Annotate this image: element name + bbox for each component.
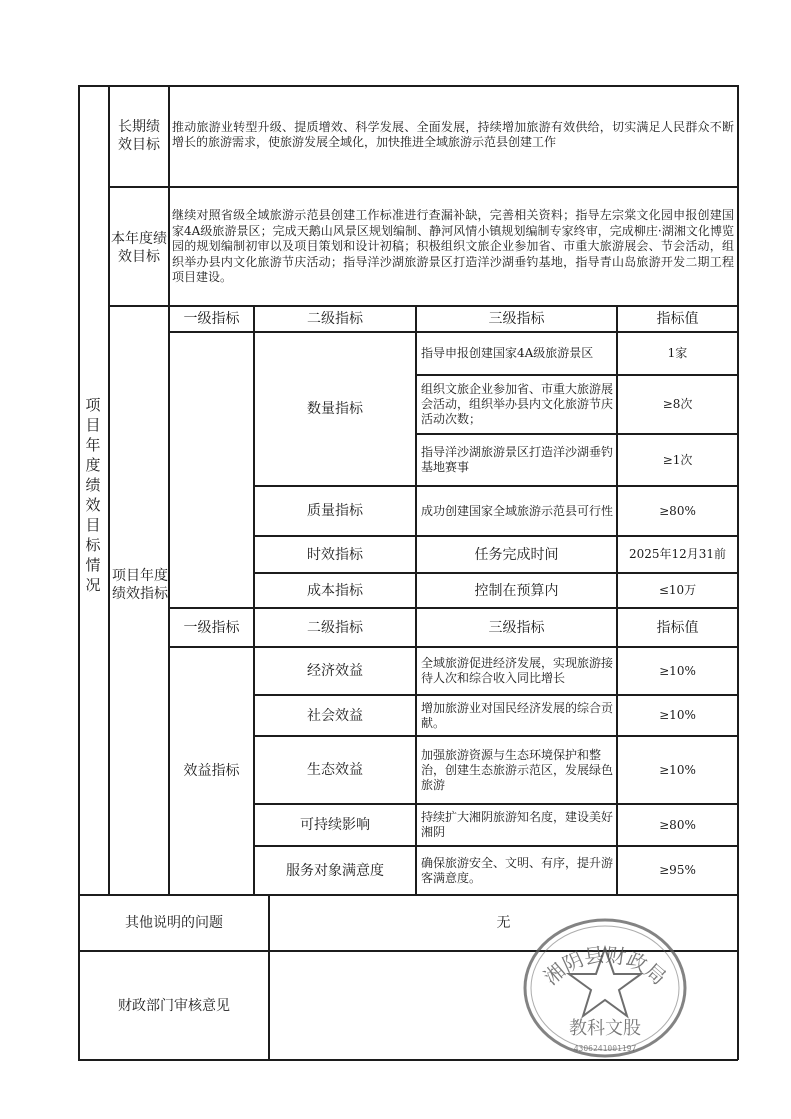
satisfaction-desc: 确保旅游安全、文明、有序，提升游客满意度。 — [421, 855, 614, 885]
quantity-row-2-value: ≥8次 — [662, 397, 693, 411]
economic-benefit-value: ≥10% — [659, 663, 696, 678]
ecological-benefit-value: ≥10% — [659, 762, 696, 777]
header2-level3: 三级指标 — [488, 619, 545, 636]
social-benefit-value: ≥10% — [659, 708, 696, 722]
economic-benefit-label: 经济效益 — [307, 663, 363, 679]
timeliness-row-value: 2025年12月31前 — [628, 547, 727, 561]
timeliness-row-desc: 任务完成时间 — [474, 546, 559, 563]
sustainability-label: 可持续影响 — [300, 817, 370, 833]
col-divider — [108, 85, 110, 894]
section-label: 项目年度绩效目标情况 — [85, 396, 101, 594]
quantity-row-1-desc: 指导申报创建国家4A级旅游景区 — [421, 346, 594, 360]
finance-review-label: 财政部门审核意见 — [118, 997, 230, 1014]
quality-row-desc: 成功创建国家全域旅游示范县可行性 — [421, 503, 614, 518]
official-seal-stamp — [510, 908, 700, 1058]
output-level1-cell — [170, 333, 253, 607]
economic-benefit-desc: 全域旅游促进经济发展，实现旅游接待人次和综合收入同比增长 — [421, 656, 614, 685]
quantity-indicator-label: 数量指标 — [307, 401, 363, 417]
header2-value: 指标值 — [656, 619, 699, 636]
table-border-bottom — [78, 1059, 738, 1061]
cost-row-desc: 控制在预算内 — [474, 582, 559, 599]
social-benefit-desc: 增加旅游业对国民经济发展的综合贡献。 — [421, 700, 614, 730]
seal-bottom-text: 教科文股 — [569, 1018, 641, 1039]
long-term-target-text: 推动旅游业转型升级、提质增效、科学发展、全面发展，持续增加旅游有效供给，切实满足人民群众不断增长的旅游需求，使旅游发展全域化，加快推进全域旅游示范县创建工作 — [172, 120, 734, 149]
sustainability-desc: 持续扩大湘阴旅游知名度，建设美好湘阴 — [421, 810, 614, 839]
timeliness-indicator-label: 时效指标 — [307, 546, 363, 563]
annual-target-text: 继续对照省级全域旅游示范县创建工作标准进行查漏补缺，完善相关资料；指导左宗棠文化园申报创建国家4A级旅游景区；完成天鹅山风景区规划编制、静河风情小镇规划编制专家终审，完成柳庄·湖湘文化博览园的规划编制初审以及项目策划和设计初稿；积极组织文旅企业参加省、市重大旅游展会、节会活动，组织举办县内文化旅游节庆活动；指导洋沙湖旅游景区打造洋沙湖垂钓基地，指导青山岛旅游开发二期工程项目建设。 — [172, 208, 734, 284]
header-value: 指标值 — [656, 310, 699, 327]
ecological-benefit-label: 生态效益 — [307, 762, 363, 778]
long-term-target-label: 长期绩效目标 — [118, 119, 160, 153]
header-level1: 一级指标 — [183, 310, 240, 327]
cost-row-value: ≤10万 — [658, 583, 697, 597]
satisfaction-label: 服务对象满意度 — [286, 862, 384, 879]
annual-target-label: 本年度绩效目标 — [111, 231, 167, 265]
seal-top-text: 湘阴县财政局 — [539, 942, 671, 990]
satisfaction-value: ≥95% — [659, 863, 696, 877]
quantity-row-3-desc: 指导洋沙湖旅游景区打造洋沙湖垂钓基地赛事 — [421, 445, 614, 474]
seal-code: 4306241001197 — [573, 1044, 637, 1053]
quantity-row-1-value: 1家 — [667, 346, 688, 360]
header2-level2: 二级指标 — [307, 619, 363, 636]
ecological-benefit-desc: 加强旅游资源与生态环境保护和整治，创建生态旅游示范区，发展绿色旅游 — [421, 747, 614, 792]
header2-level1: 一级指标 — [183, 619, 240, 636]
table-border-top — [78, 85, 738, 87]
quality-indicator-label: 质量指标 — [307, 503, 363, 519]
other-issues-label: 其他说明的问题 — [125, 915, 223, 931]
benefit-indicator-label: 效益指标 — [183, 763, 240, 779]
table-border-right — [737, 85, 739, 1060]
quality-row-value: ≥80% — [659, 503, 696, 518]
indicators-label: 项目年度绩效指标 — [112, 568, 168, 602]
social-benefit-label: 社会效益 — [307, 707, 363, 724]
cost-indicator-label: 成本指标 — [307, 582, 363, 599]
row-divider — [108, 186, 738, 188]
quantity-row-2-desc: 组织文旅企业参加省、市重大旅游展会活动，组织举办县内文化旅游节庆活动次数； — [421, 382, 614, 426]
header-level2: 二级指标 — [307, 310, 363, 327]
other-issues-value: 无 — [496, 915, 511, 931]
header-level3: 三级指标 — [488, 310, 545, 327]
quantity-row-3-value: ≥1次 — [662, 452, 693, 467]
sustainability-value: ≥80% — [659, 817, 696, 832]
